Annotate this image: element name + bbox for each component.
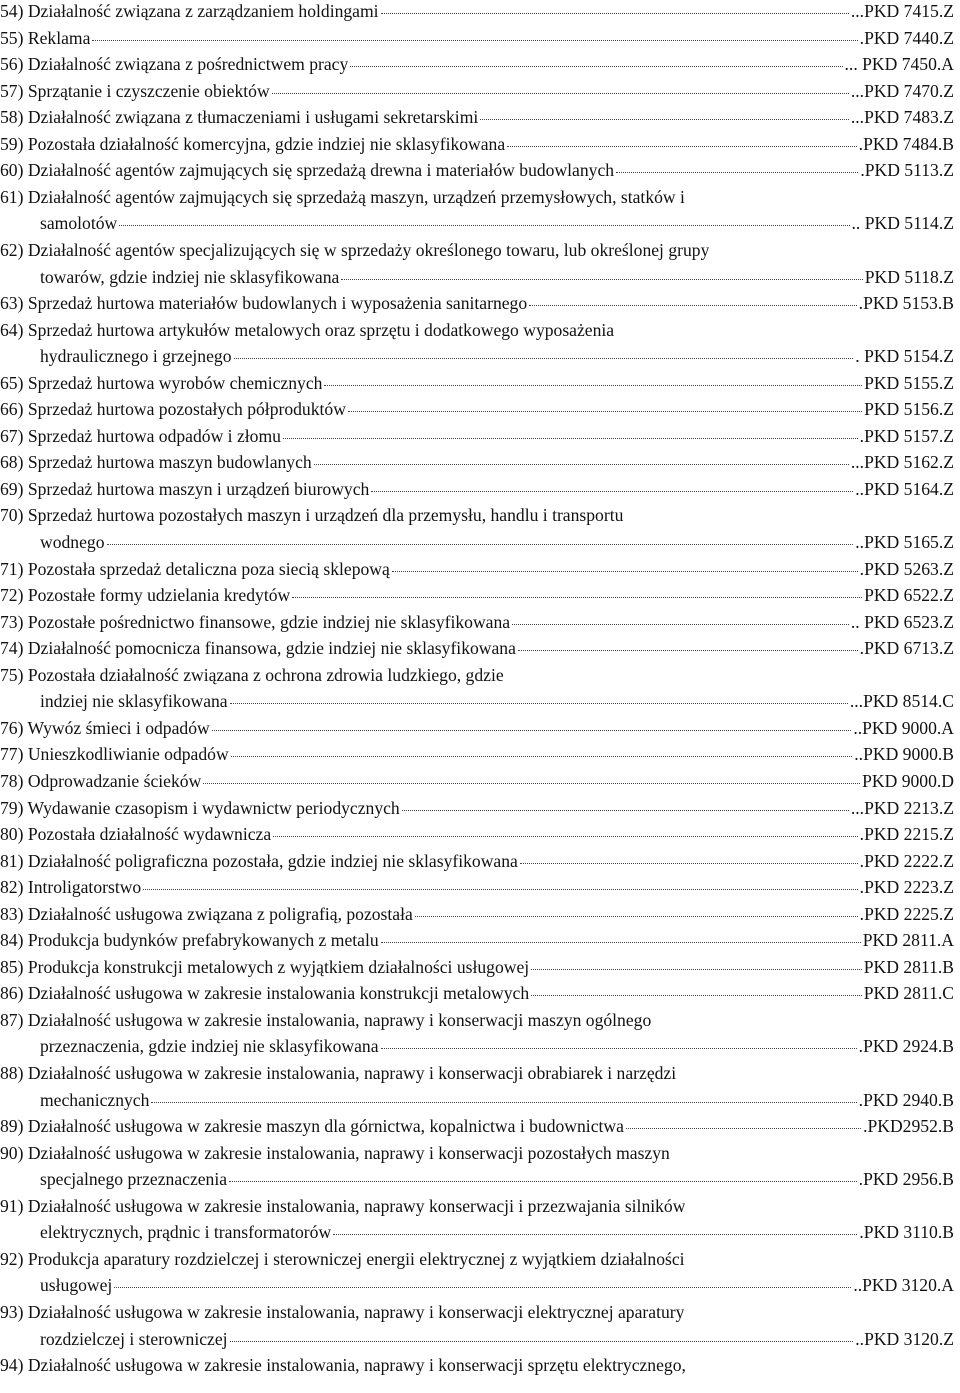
document-line	[0, 1248, 954, 1272]
document-line	[0, 1195, 954, 1219]
pkd-code: PKD 5118.Z	[864, 266, 954, 287]
document-line	[40, 1089, 954, 1113]
dot-leader	[402, 810, 849, 811]
document-line	[0, 743, 954, 767]
document-line	[0, 451, 954, 475]
document-line	[0, 504, 954, 528]
document-line	[0, 159, 954, 183]
pkd-code: ...PKD 8514.C	[849, 691, 954, 712]
document-line	[40, 1168, 954, 1192]
dot-leader	[107, 544, 854, 545]
pkd-code: .PKD 2940.B	[858, 1089, 954, 1110]
dot-leader	[480, 119, 849, 120]
dot-leader	[529, 305, 857, 306]
dot-leader	[203, 783, 860, 784]
dot-leader	[392, 571, 858, 572]
dot-leader	[507, 146, 857, 147]
pkd-code: ...PKD 5162.Z	[850, 452, 954, 473]
dot-leader	[381, 1048, 857, 1049]
entry-text: 62) Działalność agentów specjalizujących się w sprzedaży określonego towaru, lub określonej grupy	[0, 239, 710, 260]
entry-text: usługowej	[40, 1275, 113, 1296]
entry-text: rozdzielczej i sterowniczej	[40, 1328, 228, 1349]
pkd-code: ...PKD 7470.Z	[850, 80, 954, 101]
document-line	[0, 929, 954, 953]
entry-text: 74) Działalność pomocnicza finansowa, gdzie indziej nie sklasyfikowana	[0, 638, 516, 659]
entry-text: 67) Sprzedaż hurtowa odpadów i złomu	[0, 425, 281, 446]
entry-text: 58) Działalność związana z tłumaczeniami i usługami sekretarskimi	[0, 107, 479, 128]
dot-leader	[381, 942, 861, 943]
document-line	[0, 558, 954, 582]
document-line	[0, 319, 954, 343]
document-line	[0, 1062, 954, 1086]
document-line	[0, 0, 954, 24]
pkd-code: .PKD 5153.B	[858, 293, 954, 314]
entry-text: 85) Produkcja konstrukcji metalowych z wyjątkiem działalności usługowej	[0, 956, 530, 977]
entry-text: 54) Działalność związana z zarządzaniem holdingami	[0, 1, 379, 21]
document-line	[0, 478, 954, 502]
entry-text: 66) Sprzedaż hurtowa pozostałych półproduktów	[0, 399, 346, 420]
pkd-code: .PKD 2222.Z	[859, 850, 954, 871]
entry-text: 64) Sprzedaż hurtowa artykułów metalowych oraz sprzętu i dodatkowego wyposażenia	[0, 319, 615, 340]
document-line	[0, 664, 954, 688]
pkd-code: .PKD 2215.Z	[859, 824, 954, 845]
dot-leader	[531, 969, 862, 970]
entry-text: 94) Działalność usługowa w zakresie instalowania, naprawy i konserwacji sprzętu elektrycznego,	[0, 1355, 686, 1376]
dot-leader	[151, 1102, 856, 1103]
pkd-code: .PKD 7484.B	[858, 133, 954, 154]
document-line	[40, 212, 954, 236]
document-line	[0, 903, 954, 927]
document-line	[40, 1035, 954, 1059]
pkd-code: ..PKD 5165.Z	[855, 532, 954, 552]
document-line	[40, 531, 954, 555]
document-line	[0, 372, 954, 396]
dot-leader	[531, 995, 862, 996]
document-line	[0, 611, 954, 635]
pkd-code: ..PKD 3120.Z	[855, 1328, 954, 1349]
pkd-code: ..PKD 9000.B	[854, 744, 954, 765]
pkd-code: PKD 9000.D	[862, 770, 954, 791]
dot-leader	[231, 756, 853, 757]
dot-leader	[415, 916, 858, 917]
entry-text: 63) Sprzedaż hurtowa materiałów budowlanych i wyposażenia sanitarnego	[0, 293, 528, 314]
pkd-code: .PKD 7440.Z	[859, 27, 954, 48]
entry-text: 93) Działalność usługowa w zakresie instalowania, naprawy i konserwacji elektrycznej aparatury	[0, 1301, 685, 1322]
document-line	[0, 1115, 954, 1139]
document-line	[0, 1354, 954, 1378]
document-line	[40, 266, 954, 290]
document-line	[0, 982, 954, 1006]
pkd-code: .PKD 2924.B	[858, 1036, 954, 1057]
pkd-code: .PKD2952.B	[863, 1116, 954, 1137]
pkd-code: PKD 2811.A	[862, 930, 954, 951]
entry-text: 70) Sprzedaż hurtowa pozostałych maszyn i urządzeń dla przemysłu, handlu i transportu	[0, 505, 624, 526]
dot-leader	[230, 703, 848, 704]
entry-text: towarów, gdzie indziej nie sklasyfikowana	[40, 266, 340, 287]
pkd-code: .PKD 2225.Z	[859, 903, 954, 924]
document-line	[0, 637, 954, 661]
dot-leader	[518, 650, 858, 651]
entry-text: przeznaczenia, gdzie indziej nie sklasyfikowana	[40, 1036, 379, 1057]
dot-leader	[92, 40, 857, 41]
entry-text: 65) Sprzedaż hurtowa wyrobów chemicznych	[0, 372, 323, 393]
pkd-code: .PKD 5157.Z	[859, 425, 954, 446]
pkd-code: . PKD 5154.Z	[855, 346, 954, 367]
entry-text: 80) Pozostała działalność wydawnicza	[0, 824, 272, 845]
document-line	[0, 823, 954, 847]
entry-text: 61) Działalność agentów zajmujących się sprzedażą maszyn, urządzeń przemysłowych, statków i	[0, 186, 685, 207]
document-line	[0, 770, 954, 794]
dot-leader	[616, 172, 858, 173]
entry-text: 76) Wywóz śmieci i odpadów	[0, 717, 210, 738]
dot-leader	[229, 1181, 857, 1182]
dot-leader	[292, 597, 862, 598]
document-line	[40, 1274, 954, 1298]
document-line	[0, 292, 954, 316]
dot-leader	[324, 385, 862, 386]
entry-text: 77) Unieszkodliwianie odpadów	[0, 744, 229, 765]
document-line	[0, 850, 954, 874]
dot-leader	[314, 464, 849, 465]
entry-text: 56) Działalność związana z pośrednictwem pracy	[0, 54, 349, 75]
dot-leader	[272, 93, 849, 94]
document-line	[0, 876, 954, 900]
pkd-code: .PKD 5113.Z	[860, 160, 954, 181]
dot-leader	[333, 1234, 857, 1235]
document-line	[0, 797, 954, 821]
dot-leader	[119, 225, 849, 226]
entry-text: 84) Produkcja budynków prefabrykowanych z metalu	[0, 930, 379, 951]
pkd-code: ...PKD 2213.Z	[850, 797, 954, 818]
dot-leader	[114, 1287, 851, 1288]
entry-text: 86) Działalność usługowa w zakresie instalowania konstrukcji metalowych	[0, 983, 530, 1004]
entry-text: wodnego	[40, 532, 105, 552]
pkd-code: .PKD 5263.Z	[859, 558, 954, 579]
entry-text: 57) Sprzątanie i czyszczenie obiektów	[0, 80, 270, 101]
entry-text: mechanicznych	[40, 1089, 150, 1110]
entry-text: 91) Działalność usługowa w zakresie instalowania, naprawy konserwacji i przezwajania silników	[0, 1195, 686, 1216]
document-line	[0, 1142, 954, 1166]
entry-text: 55) Reklama	[0, 27, 91, 48]
document-line	[40, 690, 954, 714]
dot-leader	[273, 836, 858, 837]
entry-text: hydraulicznego i grzejnego	[40, 346, 232, 367]
pkd-code: ..PKD 3120.A	[853, 1275, 954, 1296]
document-line	[0, 133, 954, 157]
pkd-code: ..PKD 5164.Z	[855, 478, 954, 499]
dot-leader	[350, 66, 842, 67]
entry-text: 78) Odprowadzanie ścieków	[0, 770, 202, 791]
entry-text: 88) Działalność usługowa w zakresie instalowania, naprawy i konserwacji obrabiarek i narzędzi	[0, 1063, 677, 1083]
document-line	[0, 398, 954, 422]
entry-text: 83) Działalność usługowa związana z poligrafią, pozostała	[0, 903, 413, 924]
dot-leader	[512, 624, 849, 625]
dot-leader	[381, 13, 849, 14]
entry-text: 69) Sprzedaż hurtowa maszyn i urządzeń biurowych	[0, 478, 370, 499]
document-line	[0, 1009, 954, 1033]
pkd-code: ...PKD 7483.Z	[850, 107, 954, 128]
dot-leader	[626, 1128, 861, 1129]
pkd-code: PKD 2811.C	[863, 983, 954, 1004]
document-line	[0, 53, 954, 77]
dot-leader	[143, 889, 857, 890]
document-line	[40, 345, 954, 369]
pkd-code: PKD 5155.Z	[864, 372, 954, 393]
document-line	[0, 106, 954, 130]
entry-text: 81) Działalność poligraficzna pozostała, gdzie indziej nie sklasyfikowana	[0, 850, 518, 871]
pkd-code: ...PKD 7415.Z	[850, 1, 954, 21]
entry-text: 60) Działalność agentów zajmujących się sprzedażą drewna i materiałów budowlanych	[0, 160, 615, 181]
document-line	[0, 425, 954, 449]
document-line	[0, 27, 954, 51]
document-line	[0, 80, 954, 104]
entry-text: 75) Pozostała działalność związana z ochrona zdrowia ludzkiego, gdzie	[0, 664, 504, 685]
entry-text: 68) Sprzedaż hurtowa maszyn budowlanych	[0, 452, 312, 473]
document-line	[40, 1221, 954, 1245]
entry-text: samolotów	[40, 213, 118, 234]
pkd-code: .PKD 3110.B	[859, 1222, 954, 1243]
dot-leader	[230, 1341, 854, 1342]
entry-text: specjalnego przeznaczenia	[40, 1169, 228, 1190]
entry-text: 73) Pozostałe pośrednictwo finansowe, gdzie indziej nie sklasyfikowana	[0, 611, 511, 632]
pkd-code: .PKD 6713.Z	[859, 638, 954, 659]
dot-leader	[341, 279, 862, 280]
pkd-code: ..PKD 9000.A	[853, 717, 954, 738]
dot-leader	[212, 730, 852, 731]
document-line	[0, 717, 954, 741]
pkd-code: ... PKD 7450.A	[844, 54, 954, 75]
entry-text: 79) Wydawanie czasopism i wydawnictw periodycznych	[0, 797, 400, 818]
document-line	[0, 239, 954, 263]
pkd-code: PKD 6522.Z	[864, 585, 954, 606]
dot-leader	[371, 491, 853, 492]
document-line	[0, 1301, 954, 1325]
pkd-code: .. PKD 5114.Z	[851, 213, 954, 234]
document-line	[0, 956, 954, 980]
entry-text: 71) Pozostała sprzedaż detaliczna poza siecią sklepową	[0, 558, 390, 579]
entry-text: 90) Działalność usługowa w zakresie instalowania, naprawy i konserwacji pozostałych maszyn	[0, 1142, 670, 1163]
pkd-code: PKD 2811.B	[863, 956, 954, 977]
pkd-code: PKD 5156.Z	[864, 399, 954, 420]
entry-text: 87) Działalność usługowa w zakresie instalowania, naprawy i konserwacji maszyn ogólnego	[0, 1009, 652, 1030]
document-line	[0, 584, 954, 608]
entry-text: 59) Pozostała działalność komercyjna, gdzie indziej nie sklasyfikowana	[0, 133, 506, 154]
entry-text: 72) Pozostałe formy udzielania kredytów	[0, 585, 291, 606]
entry-text: 92) Produkcja aparatury rozdzielczej i sterowniczej energii elektrycznej z wyjątkiem działalności	[0, 1248, 685, 1269]
dot-leader	[283, 438, 858, 439]
pkd-code: .PKD 2956.B	[858, 1169, 954, 1190]
pkd-code: .. PKD 6523.Z	[850, 611, 954, 632]
entry-text: 89) Działalność usługowa w zakresie maszyn dla górnictwa, kopalnictwa i budownictwa	[0, 1116, 624, 1137]
pkd-code: .PKD 2223.Z	[859, 877, 954, 898]
document-line	[0, 186, 954, 210]
dot-leader	[234, 358, 854, 359]
dot-leader	[520, 863, 858, 864]
entry-text: indziej nie sklasyfikowana	[40, 691, 228, 712]
document-line	[40, 1328, 954, 1352]
entry-text: 82) Introligatorstwo	[0, 877, 142, 898]
entry-text: elektrycznych, prądnic i transformatorów	[40, 1222, 332, 1243]
dot-leader	[348, 411, 862, 412]
